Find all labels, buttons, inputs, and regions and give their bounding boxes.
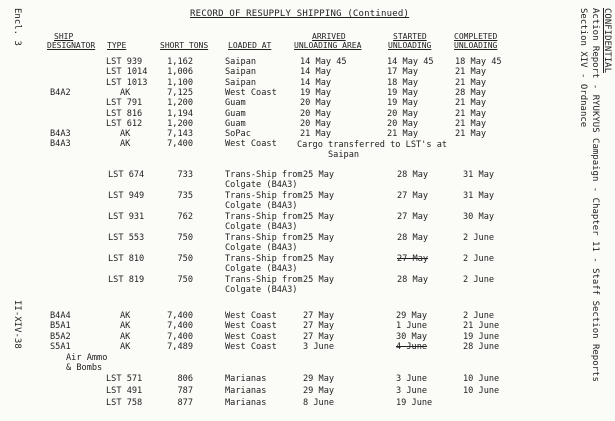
row-designator: B4A3 xyxy=(50,129,71,140)
row-completed: 21 June xyxy=(463,321,500,332)
row-started: 4 June xyxy=(396,341,428,352)
row-short-tons: 1,100 xyxy=(167,77,193,88)
row-loaded-at: West Coast xyxy=(225,331,277,342)
row-completed: 21 May xyxy=(455,108,487,119)
row-started: 20 May xyxy=(387,108,419,119)
classification-label: CONFIDENTIAL xyxy=(602,8,612,74)
row-arrived: 20 May xyxy=(300,108,332,119)
transship-completed: 2 June xyxy=(463,233,495,243)
header-completed: COMPLETED UNLOADING xyxy=(454,32,498,50)
air-ammo-arrived: 8 June xyxy=(303,398,335,408)
row-loaded-at: Saipan xyxy=(225,67,257,78)
row-type: LST 1014 xyxy=(106,67,148,78)
transship-loaded-line1: Trans-Ship from xyxy=(225,233,303,243)
row-loaded-at: West Coast xyxy=(225,341,277,352)
row-started: 29 May xyxy=(396,311,428,321)
row-short-tons: 7,400 xyxy=(167,331,193,342)
row-started: 30 May xyxy=(396,331,428,342)
transship-type: LST 810 xyxy=(108,254,145,264)
page-title: RECORD OF RESUPPLY SHIPPING (Continued) xyxy=(190,9,410,19)
transship-started: 27 May xyxy=(397,191,429,201)
transship-type: LST 931 xyxy=(108,212,145,222)
row-loaded-at: Guam xyxy=(225,108,246,119)
row-type: AK xyxy=(120,321,131,332)
air-ammo-arrived: 29 May xyxy=(303,374,335,384)
air-ammo-started: 3 June xyxy=(396,374,428,384)
row-loaded-at: SoPac xyxy=(225,129,251,140)
air-ammo-loaded-at: Marianas xyxy=(225,374,267,384)
transship-loaded-line2: Colgate (B4A3) xyxy=(225,180,298,190)
row-arrived: 20 May xyxy=(300,98,332,109)
row-arrived: 14 May xyxy=(300,67,332,78)
air-ammo-type: LST 758 xyxy=(106,398,143,408)
row-short-tons: 1,200 xyxy=(167,118,193,129)
row-type: AK xyxy=(120,87,131,98)
transship-started: 27 May xyxy=(397,254,429,264)
row-completed: 21 May xyxy=(455,98,487,109)
row-arrived: 21 May xyxy=(300,129,332,140)
transship-loaded-line1: Trans-Ship from xyxy=(225,275,303,285)
transship-completed: 31 May xyxy=(463,191,495,201)
transship-completed: 2 June xyxy=(463,275,495,285)
transship-loaded-line1: Trans-Ship from xyxy=(225,191,303,201)
row-short-tons: 7,400 xyxy=(167,321,193,332)
row-arrived: 3 June xyxy=(303,341,335,352)
row-short-tons: 1,006 xyxy=(167,67,193,78)
transship-loaded-line2: Colgate (B4A3) xyxy=(225,201,298,211)
row-type: AK xyxy=(120,341,131,352)
header-arrived: ARRIVED UNLOADING AREA xyxy=(294,32,362,50)
row-arrived: 27 May xyxy=(303,331,335,342)
row-started: 14 May 45 xyxy=(387,57,434,67)
enclosure-label: Encl. 3 xyxy=(12,8,22,46)
row-started: 21 May xyxy=(387,129,419,140)
row-short-tons: 7,143 xyxy=(167,129,193,140)
transship-loaded-line2: Colgate (B4A3) xyxy=(225,264,298,274)
row-short-tons: 7,400 xyxy=(167,311,193,321)
transship-short-tons: 750 xyxy=(177,233,193,243)
air-ammo-started: 3 June xyxy=(396,386,428,396)
row-loaded-at: West Coast xyxy=(225,87,277,98)
row-designator: B4A4 xyxy=(50,311,71,321)
row-type: AK xyxy=(120,311,131,321)
air-ammo-started: 19 June xyxy=(396,398,433,408)
air-ammo-completed: 10 June xyxy=(463,374,500,384)
row-type: AK xyxy=(120,331,131,342)
row-designator: B4A2 xyxy=(50,87,71,98)
transship-started: 28 May xyxy=(397,233,429,243)
row-completed: 18 May 45 xyxy=(455,57,502,67)
air-ammo-completed: 10 June xyxy=(463,386,500,396)
transship-loaded-line2: Colgate (B4A3) xyxy=(225,243,298,253)
row-loaded-at: West Coast xyxy=(225,139,277,150)
transship-type: LST 949 xyxy=(108,191,145,201)
report-line-2: Section XIV - Ordnance xyxy=(578,8,588,128)
row-completed: 21 May xyxy=(455,67,487,78)
row-arrived: 27 May xyxy=(303,311,335,321)
transship-loaded-line1: Trans-Ship from xyxy=(225,212,303,222)
row-designator: B5A1 xyxy=(50,321,71,332)
row-started: 18 May xyxy=(387,77,419,88)
row-started: 1 June xyxy=(396,321,428,332)
air-ammo-loaded-at: Marianas xyxy=(225,398,267,408)
transship-started: 27 May xyxy=(397,212,429,222)
row-completed: 21 May xyxy=(455,118,487,129)
row-short-tons: 7,125 xyxy=(167,87,193,98)
row-short-tons: 1,194 xyxy=(167,108,193,119)
transship-short-tons: 733 xyxy=(177,170,193,180)
row-completed: 28 June xyxy=(463,341,500,352)
row-designator: B5A2 xyxy=(50,331,71,342)
row-type: LST 816 xyxy=(106,108,143,119)
transship-arrived: 25 May xyxy=(303,254,335,264)
row-arrived: 14 May xyxy=(300,77,332,88)
row-short-tons: 7,400 xyxy=(167,139,193,150)
cargo-note-line1: Cargo transferred to LST's at xyxy=(297,140,448,150)
row-short-tons: 1,162 xyxy=(167,57,193,67)
row-type: LST 1013 xyxy=(106,77,148,88)
row-type: AK xyxy=(120,139,131,150)
transship-completed: 31 May xyxy=(463,170,495,180)
air-ammo-loaded-at: Marianas xyxy=(225,386,267,396)
row-completed: 21 May xyxy=(455,129,487,140)
air-ammo-type: LST 571 xyxy=(106,374,143,384)
row-type: AK xyxy=(120,129,131,140)
transship-type: LST 553 xyxy=(108,233,145,243)
row-started: 19 May xyxy=(387,98,419,109)
row-loaded-at: Saipan xyxy=(225,77,257,88)
transship-loaded-line1: Trans-Ship from xyxy=(225,170,303,180)
row-arrived: 14 May 45 xyxy=(300,57,347,67)
row-completed: 21 May xyxy=(455,77,487,88)
page-code: II-XIV-38 xyxy=(12,300,22,349)
transship-arrived: 25 May xyxy=(303,170,335,180)
row-loaded-at: Guam xyxy=(225,98,246,109)
row-loaded-at: Saipan xyxy=(225,57,257,67)
row-loaded-at: West Coast xyxy=(225,311,277,321)
transship-completed: 30 May xyxy=(463,212,495,222)
report-line-1: Action Report - RYUKYUS Campaign - Chapter 11 - Staff Section Reports xyxy=(590,8,600,382)
transship-loaded-line2: Colgate (B4A3) xyxy=(225,222,298,232)
air-ammo-short-tons: 806 xyxy=(177,374,193,384)
row-completed: 28 May xyxy=(455,87,487,98)
transship-loaded-line2: Colgate (B4A3) xyxy=(225,285,298,295)
row-started: 20 May xyxy=(387,118,419,129)
transship-short-tons: 750 xyxy=(177,275,193,285)
transship-loaded-line1: Trans-Ship from xyxy=(225,254,303,264)
header-short-tons: SHORT TONS xyxy=(160,41,209,50)
transship-arrived: 25 May xyxy=(303,275,335,285)
row-started: 17 May xyxy=(387,67,419,78)
transship-started: 28 May xyxy=(397,275,429,285)
row-short-tons: 7,489 xyxy=(167,341,193,352)
row-type: LST 939 xyxy=(106,57,143,67)
row-completed: 2 June xyxy=(463,311,495,321)
transship-short-tons: 762 xyxy=(177,212,193,222)
header-loaded-at: LOADED AT xyxy=(228,41,272,50)
transship-type: LST 819 xyxy=(108,275,145,285)
cargo-note-line2: Saipan xyxy=(328,150,360,160)
row-designator: B4A3 xyxy=(50,139,71,150)
air-ammo-type: LST 491 xyxy=(106,386,143,396)
transship-completed: 2 June xyxy=(463,254,495,264)
row-short-tons: 1,200 xyxy=(167,98,193,109)
air-ammo-label-1: Air Ammo xyxy=(66,353,108,363)
air-ammo-label-2: & Bombs xyxy=(66,363,103,373)
header-ship-designator: SHIP DESIGNATOR xyxy=(47,32,96,50)
transship-short-tons: 750 xyxy=(177,254,193,264)
transship-short-tons: 735 xyxy=(177,191,193,201)
transship-arrived: 25 May xyxy=(303,233,335,243)
header-type: TYPE xyxy=(107,41,127,50)
transship-started: 28 May xyxy=(397,170,429,180)
row-loaded-at: Guam xyxy=(225,118,246,129)
row-type: LST 612 xyxy=(106,118,143,129)
air-ammo-arrived: 29 May xyxy=(303,386,335,396)
row-started: 19 May xyxy=(387,87,419,98)
row-arrived: 27 May xyxy=(303,321,335,332)
row-designator: S5A1 xyxy=(50,341,71,352)
air-ammo-short-tons: 787 xyxy=(177,386,193,396)
row-arrived: 20 May xyxy=(300,118,332,129)
air-ammo-short-tons: 877 xyxy=(177,398,193,408)
row-loaded-at: West Coast xyxy=(225,321,277,332)
row-completed: 19 June xyxy=(463,331,500,342)
transship-arrived: 25 May xyxy=(303,212,335,222)
header-started: STARTED UNLOADING xyxy=(388,32,432,50)
transship-type: LST 674 xyxy=(108,170,145,180)
transship-arrived: 25 May xyxy=(303,191,335,201)
row-type: LST 791 xyxy=(106,98,143,109)
row-arrived: 19 May xyxy=(300,87,332,98)
